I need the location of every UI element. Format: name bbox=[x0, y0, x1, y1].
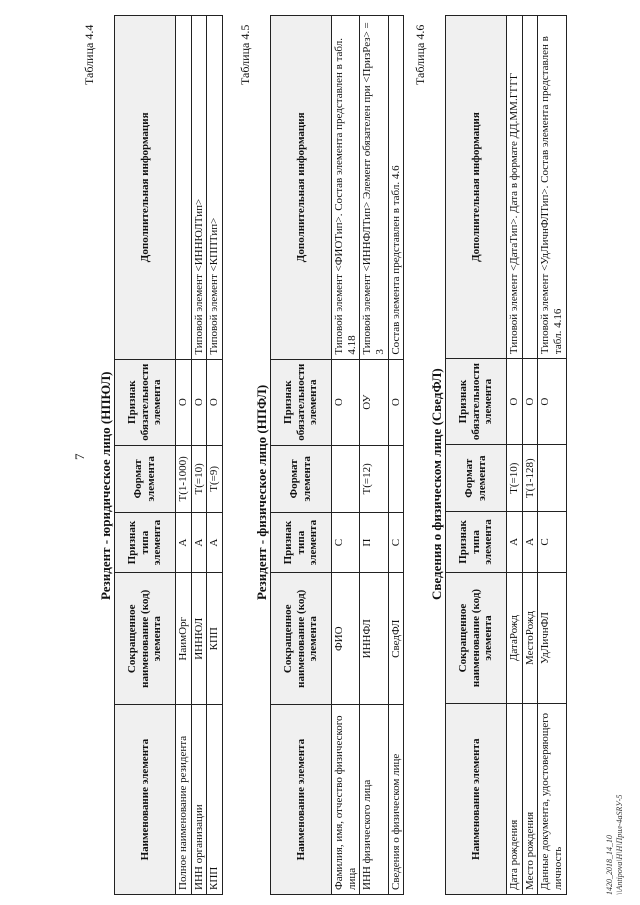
column-header: Наименование элемента bbox=[446, 704, 507, 895]
page-number: 7 bbox=[72, 453, 87, 460]
column-header: Признак типа элемента bbox=[271, 512, 332, 572]
column-header: Признак обязательности элемента bbox=[115, 359, 176, 445]
cell-type: С bbox=[538, 512, 566, 572]
table-row bbox=[538, 16, 566, 895]
column-header: Признак типа элемента bbox=[446, 512, 507, 572]
column-header: Признак обязательности элемента bbox=[446, 359, 507, 445]
cell-info: Типовой элемент <УдЛичнФЛТип>. Состав элемента представлен в табл. 4.16 bbox=[538, 16, 566, 359]
table-caption-4-4: Резидент - юридическое лицо (НПЮЛ) bbox=[98, 371, 113, 600]
cell-req: О bbox=[507, 359, 523, 445]
table-row bbox=[360, 16, 388, 895]
cell-type: А bbox=[207, 512, 223, 572]
cell-code: ФИО bbox=[332, 573, 360, 705]
column-header: Дополнительная информация bbox=[446, 16, 507, 359]
footer-line: 1420_2018_14_10 bbox=[605, 835, 614, 895]
cell-code: КПП bbox=[207, 573, 223, 705]
cell-req: О bbox=[522, 359, 538, 445]
cell-name: Данные документа, удостоверяющего личность bbox=[538, 704, 566, 895]
cell-code: УдЛичнФЛ bbox=[538, 572, 566, 704]
cell-type: А bbox=[522, 512, 538, 572]
cell-info: Типовой элемент <ИННФЛТип> Элемент обязателен при <ПризРез> = 3 bbox=[360, 16, 388, 360]
cell-code: МестоРожд bbox=[522, 572, 538, 704]
cell-info: Состав элемента представлен в табл. 4.6 bbox=[388, 16, 404, 360]
cell-name: КПП bbox=[207, 705, 223, 895]
cell-req: О bbox=[332, 359, 360, 445]
column-header: Формат элемента bbox=[271, 445, 332, 512]
column-header: Сокращенное наименование (код) элемента bbox=[115, 573, 176, 705]
table-label-4-5: Таблица 4.5 bbox=[238, 24, 252, 85]
footer bbox=[605, 795, 626, 895]
cell-format bbox=[538, 445, 566, 512]
cell-name: Фамилия, имя, отчество физического лица bbox=[332, 705, 360, 895]
table-header-row bbox=[271, 16, 332, 895]
table-row bbox=[388, 16, 404, 895]
cell-req: ОУ bbox=[360, 359, 388, 445]
column-header: Сокращенное наименование (код) элемента bbox=[446, 572, 507, 704]
cell-info bbox=[522, 16, 538, 359]
cell-type: С bbox=[332, 512, 360, 572]
cell-info: Типовой элемент <ДатаТип>. Дата в формате ДД.ММ.ГГГГ bbox=[507, 16, 523, 359]
table-row bbox=[522, 16, 538, 895]
column-header: Дополнительная информация bbox=[271, 16, 332, 360]
column-header: Дополнительная информация bbox=[115, 16, 176, 360]
cell-type: П bbox=[360, 512, 388, 572]
table-header-row bbox=[115, 16, 176, 895]
cell-type: А bbox=[191, 512, 207, 572]
cell-format bbox=[388, 445, 404, 512]
cell-format: T(=9) bbox=[207, 445, 223, 512]
table-4-5 bbox=[270, 15, 404, 895]
cell-name: ИНН физического лица bbox=[360, 705, 388, 895]
table-row bbox=[191, 16, 207, 895]
table-row bbox=[176, 16, 192, 895]
table-row bbox=[507, 16, 523, 895]
column-header: Формат элемента bbox=[446, 445, 507, 512]
table-4-6 bbox=[445, 15, 567, 895]
cell-code: ДатаРожд bbox=[507, 572, 523, 704]
column-header: Формат элемента bbox=[115, 445, 176, 512]
cell-type: С bbox=[388, 512, 404, 572]
cell-format: T(=12) bbox=[360, 445, 388, 512]
cell-name: Дата рождения bbox=[507, 704, 523, 895]
cell-info: Типовой элемент <ФИОТип>. Состав элемента представлен в табл. 4.18 bbox=[332, 16, 360, 360]
cell-code: СведФЛ bbox=[388, 573, 404, 705]
cell-code: ИННЮЛ bbox=[191, 573, 207, 705]
cell-code: НаимОрг bbox=[176, 573, 192, 705]
table-4-4 bbox=[114, 15, 223, 895]
cell-type: А bbox=[176, 512, 192, 572]
cell-req: О bbox=[388, 359, 404, 445]
cell-req: О bbox=[207, 359, 223, 445]
table-row bbox=[207, 16, 223, 895]
cell-name: Полное наименование резидента bbox=[176, 705, 192, 895]
cell-info bbox=[176, 16, 192, 360]
cell-req: О bbox=[538, 359, 566, 445]
cell-type: А bbox=[507, 512, 523, 572]
column-header: Признак типа элемента bbox=[115, 512, 176, 572]
table-caption-4-5: Резидент - физическое лицо (НПФЛ) bbox=[254, 384, 269, 600]
footer-line: \\Antipova\Н\Н\Прил-4аSRУ-5 bbox=[615, 794, 625, 895]
column-header: Признак обязательности элемента bbox=[271, 359, 332, 445]
column-header: Сокращенное наименование (код) элемента bbox=[271, 573, 332, 705]
cell-info: Типовой элемент <ИННЮЛТип> bbox=[191, 16, 207, 360]
table-header-row bbox=[446, 16, 507, 895]
cell-name: Сведения о физическом лице bbox=[388, 705, 404, 895]
cell-name: ИНН организации bbox=[191, 705, 207, 895]
cell-name: Место рождения bbox=[522, 704, 538, 895]
table-label-4-6: Таблица 4.6 bbox=[413, 24, 427, 85]
cell-format: T(1-128) bbox=[522, 445, 538, 512]
cell-format: T(=10) bbox=[191, 445, 207, 512]
table-row bbox=[332, 16, 360, 895]
column-header: Наименование элемента bbox=[115, 705, 176, 895]
cell-info: Типовой элемент <КППТип> bbox=[207, 16, 223, 360]
table-caption-4-6: Сведения о физическом лице (СведФЛ) bbox=[429, 368, 444, 600]
cell-format: T(1-1000) bbox=[176, 445, 192, 512]
cell-req: О bbox=[176, 359, 192, 445]
cell-format bbox=[332, 445, 360, 512]
table-label-4-4: Таблица 4.4 bbox=[82, 24, 96, 85]
cell-req: О bbox=[191, 359, 207, 445]
column-header: Наименование элемента bbox=[271, 705, 332, 895]
cell-format: T(=10) bbox=[507, 445, 523, 512]
cell-code: ИННФЛ bbox=[360, 573, 388, 705]
